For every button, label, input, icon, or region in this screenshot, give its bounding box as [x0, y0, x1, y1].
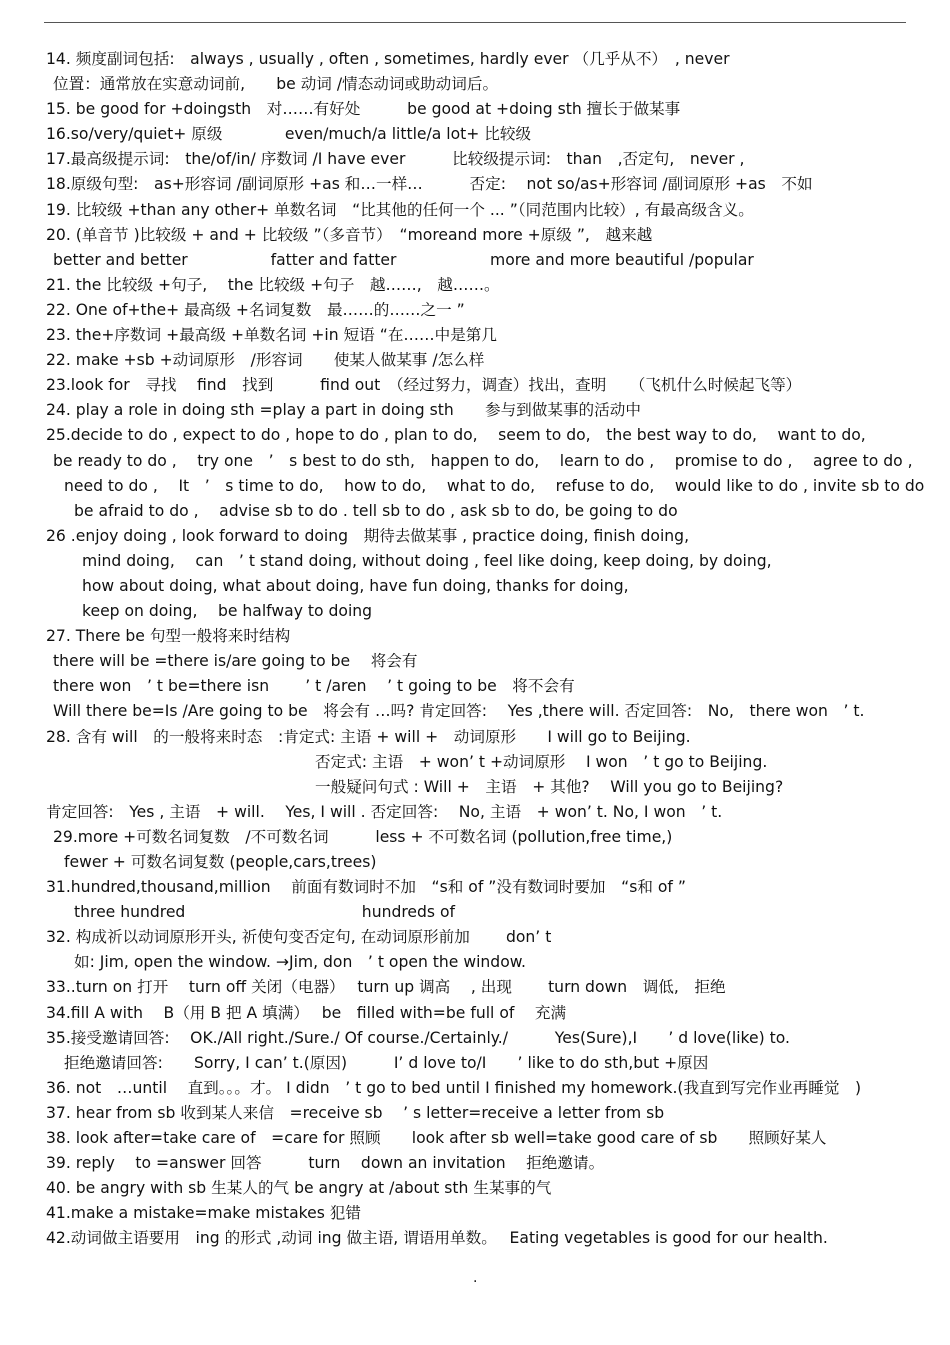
- text-line: [0, 97, 950, 122]
- line-text: three hundred hundreds of: [74, 903, 456, 922]
- text-line: [0, 122, 950, 147]
- line-text: 32. 构成祈以动词原形开头, 祈使句变否定句, 在动词原形前加 don’ t: [46, 928, 552, 947]
- line-text: how about doing, what about doing, have fun doing, thanks for doing,: [82, 576, 629, 595]
- line-text: 15. be good for +doingsth 对……有好处 be good at +doing sth 擅长于做某事: [46, 100, 681, 119]
- line-text: be afraid to do , advise sb to do . tell sb to do , ask sb to do, be going to do: [74, 501, 678, 520]
- text-line: [0, 1001, 950, 1026]
- line-text: 如: Jim, open the window. →Jim, don ’ t open the window.: [74, 953, 527, 972]
- text-line: [0, 674, 950, 699]
- text-line: [0, 524, 950, 549]
- text-line: [0, 398, 950, 423]
- text-line: [0, 474, 950, 499]
- line-text: there will be =there is/are going to be 将会有: [53, 652, 418, 671]
- text-line: [0, 1051, 950, 1076]
- text-line: [0, 449, 950, 474]
- text-line: [0, 1176, 950, 1201]
- line-text: 拒绝邀请回答: Sorry, I can’ t.(原因) I’ d love to/I ’ like to do sth,but +原因: [64, 1053, 709, 1072]
- text-line: [0, 1126, 950, 1151]
- text-line: [0, 599, 950, 624]
- line-text: 42.动词做主语要用 ing 的形式 ,动词 ing 做主语, 谓语用单数。 Eating vegetables is good for our health.: [46, 1229, 828, 1248]
- text-line: [0, 725, 950, 750]
- line-text: 34.fill A with B（用 B 把 A 填满） be filled with=be full of 充满: [46, 1003, 567, 1022]
- line-text: 17.最高级提示词: the/of/in/ 序数词 /I have ever 比较级提示词: than ,否定句, never ,: [46, 150, 745, 169]
- line-text: 29.more +可数名词复数 /不可数名词 less + 不可数名词 (pollution,free time,): [53, 827, 673, 846]
- text-line: [0, 1101, 950, 1126]
- text-line: [0, 1076, 950, 1101]
- line-text: 22. make +sb +动词原形 /形容词 使某人做某事 /怎么样: [46, 351, 485, 370]
- line-text: 31.hundred,thousand,million 前面有数词时不加 “s和 of ”没有数词时要加 “s和 of ”: [46, 878, 686, 897]
- line-text: mind doing, can ’ t stand doing, without doing , feel like doing, keep doing, by doing,: [82, 551, 772, 570]
- text-line: [0, 298, 950, 323]
- line-text: 14. 频度副词包括: always , usually , often , sometimes, hardly ever （几乎从不） , never: [46, 50, 730, 68]
- line-text: 35.接受邀请回答: OK./All right./Sure./ Of course./Certainly./ Yes(Sure),I ’ d love(like) to.: [46, 1028, 790, 1047]
- line-text: 否定式: 主语 + won’ t +动词原形 I won ’ t go to Beijing.: [315, 752, 768, 771]
- text-line: [0, 900, 950, 925]
- line-text: 23.look for 寻找 find 找到 find out （经过努力，调查）找出，查明 （飞机什么时候起飞等）: [46, 376, 802, 395]
- text-line: [0, 348, 950, 373]
- line-text: 19. 比较级 +than any other+ 单数名词 “比其他的任何一个 ... ”（同范围内比较）, 有最高级含义。: [46, 200, 754, 219]
- line-text: 33..turn on 打开 turn off 关闭（电器） turn up 调高 , 出现 turn down 调低, 拒绝: [46, 978, 726, 997]
- line-text: 一般疑问句式 : Will + 主语 + 其他? Will you go to Beijing?: [315, 777, 784, 796]
- text-line: [0, 950, 950, 975]
- text-line: [0, 549, 950, 574]
- text-line: [0, 323, 950, 348]
- line-text: need to do , It ’ s time to do, how to do, what to do, refuse to do, would like to do , invite sb to do: [64, 476, 925, 495]
- text-line: [0, 875, 950, 900]
- top-rule: [44, 22, 906, 23]
- text-line: [0, 223, 950, 248]
- footer-mark: .: [473, 1270, 478, 1286]
- text-line: [0, 975, 950, 1000]
- text-line: [0, 574, 950, 599]
- line-text: there won ’ t be=there isn ’ t /aren ’ t going to be 将不会有: [53, 677, 575, 696]
- text-line: [0, 499, 950, 524]
- text-line: [0, 72, 950, 97]
- text-line: [0, 750, 950, 775]
- line-text: 20. (单音节 )比较级 + and + 比较级 ”（多音节） “moreand more +原级 ”, 越来越: [46, 225, 653, 244]
- line-text: 18.原级句型: as+形容词 /副词原形 +as 和…一样… 否定: not so/as+形容词 /副词原形 +as 不如: [46, 175, 813, 194]
- line-text: 22. One of+the+ 最高级 +名词复数 最……的……之一 ”: [46, 300, 465, 319]
- text-line: [0, 624, 950, 649]
- line-text: 36. not …until 直到。。。才。 I didn ’ t go to bed until I finished my homework.(我直到写完作业再睡觉 ): [46, 1078, 862, 1097]
- text-line: [0, 273, 950, 298]
- text-line: [0, 1226, 950, 1251]
- text-line: [0, 925, 950, 950]
- text-line: [0, 699, 950, 724]
- line-text: 位置：通常放在实意动词前, be 动词 /情态动词或助动词后。: [53, 75, 499, 94]
- line-text: 23. the+序数词 +最高级 +单数名词 +in 短语 “在……中是第几: [46, 326, 497, 345]
- text-line: [0, 649, 950, 674]
- text-line: [0, 198, 950, 223]
- text-line: [0, 147, 950, 172]
- line-text: 25.decide to do , expect to do , hope to do , plan to do, seem to do, the best way to do, want to do,: [46, 426, 866, 445]
- line-text: 39. reply to =answer 回答 turn down an invitation 拒绝邀请。: [46, 1154, 605, 1173]
- line-text: 21. the 比较级 +句子, the 比较级 +句子 越……, 越……。: [46, 275, 500, 294]
- document-body: [0, 47, 950, 1252]
- line-text: 41.make a mistake=make mistakes 犯错: [46, 1204, 361, 1223]
- text-line: [0, 800, 950, 825]
- line-text: 27. There be 句型一般将来时结构: [46, 627, 291, 646]
- text-line: [0, 775, 950, 800]
- text-line: [0, 1026, 950, 1051]
- line-text: 肯定回答: Yes , 主语 + will. Yes, I will . 否定回答: No, 主语 + won’ t. No, I won ’ t.: [46, 802, 723, 821]
- line-text: 38. look after=take care of =care for 照顾 look after sb well=take good care of sb 照顾好某人: [46, 1129, 827, 1148]
- line-text: 28. 含有 will 的一般将来时态 :肯定式: 主语 + will + 动词原形 I will go to Beijing.: [46, 727, 691, 746]
- text-line: [0, 423, 950, 448]
- line-text: keep on doing, be halfway to doing: [82, 602, 373, 621]
- text-line: [0, 373, 950, 398]
- line-text: 40. be angry with sb 生某人的气 be angry at /about sth 生某事的气: [46, 1179, 552, 1198]
- line-text: 24. play a role in doing sth =play a part in doing sth 参与到做某事的活动中: [46, 401, 641, 420]
- text-line: [0, 248, 950, 273]
- line-text: better and better fatter and fatter more and more beautiful /popular: [53, 250, 754, 269]
- line-text: 26 .enjoy doing , look forward to doing 期待去做某事 , practice doing, finish doing,: [46, 526, 690, 545]
- text-line: [0, 47, 950, 72]
- line-text: 37. hear from sb 收到某人来信 =receive sb ’ s letter=receive a letter from sb: [46, 1103, 665, 1122]
- line-text: Will there be=Is /Are going to be 将会有 …吗? 肯定回答: Yes ,there will. 否定回答: No, there won ’ t.: [53, 702, 865, 721]
- line-text: be ready to do , try one ’ s best to do sth, happen to do, learn to do , promise to do , agree to do ,: [53, 451, 913, 470]
- line-text: 16.so/very/quiet+ 原级 even/much/a little/a lot+ 比较级: [46, 125, 532, 144]
- text-line: [0, 825, 950, 850]
- text-line: [0, 1151, 950, 1176]
- text-line: [0, 1201, 950, 1226]
- text-line: [0, 172, 950, 197]
- line-text: fewer + 可数名词复数 (people,cars,trees): [64, 853, 377, 871]
- text-line: [0, 850, 950, 875]
